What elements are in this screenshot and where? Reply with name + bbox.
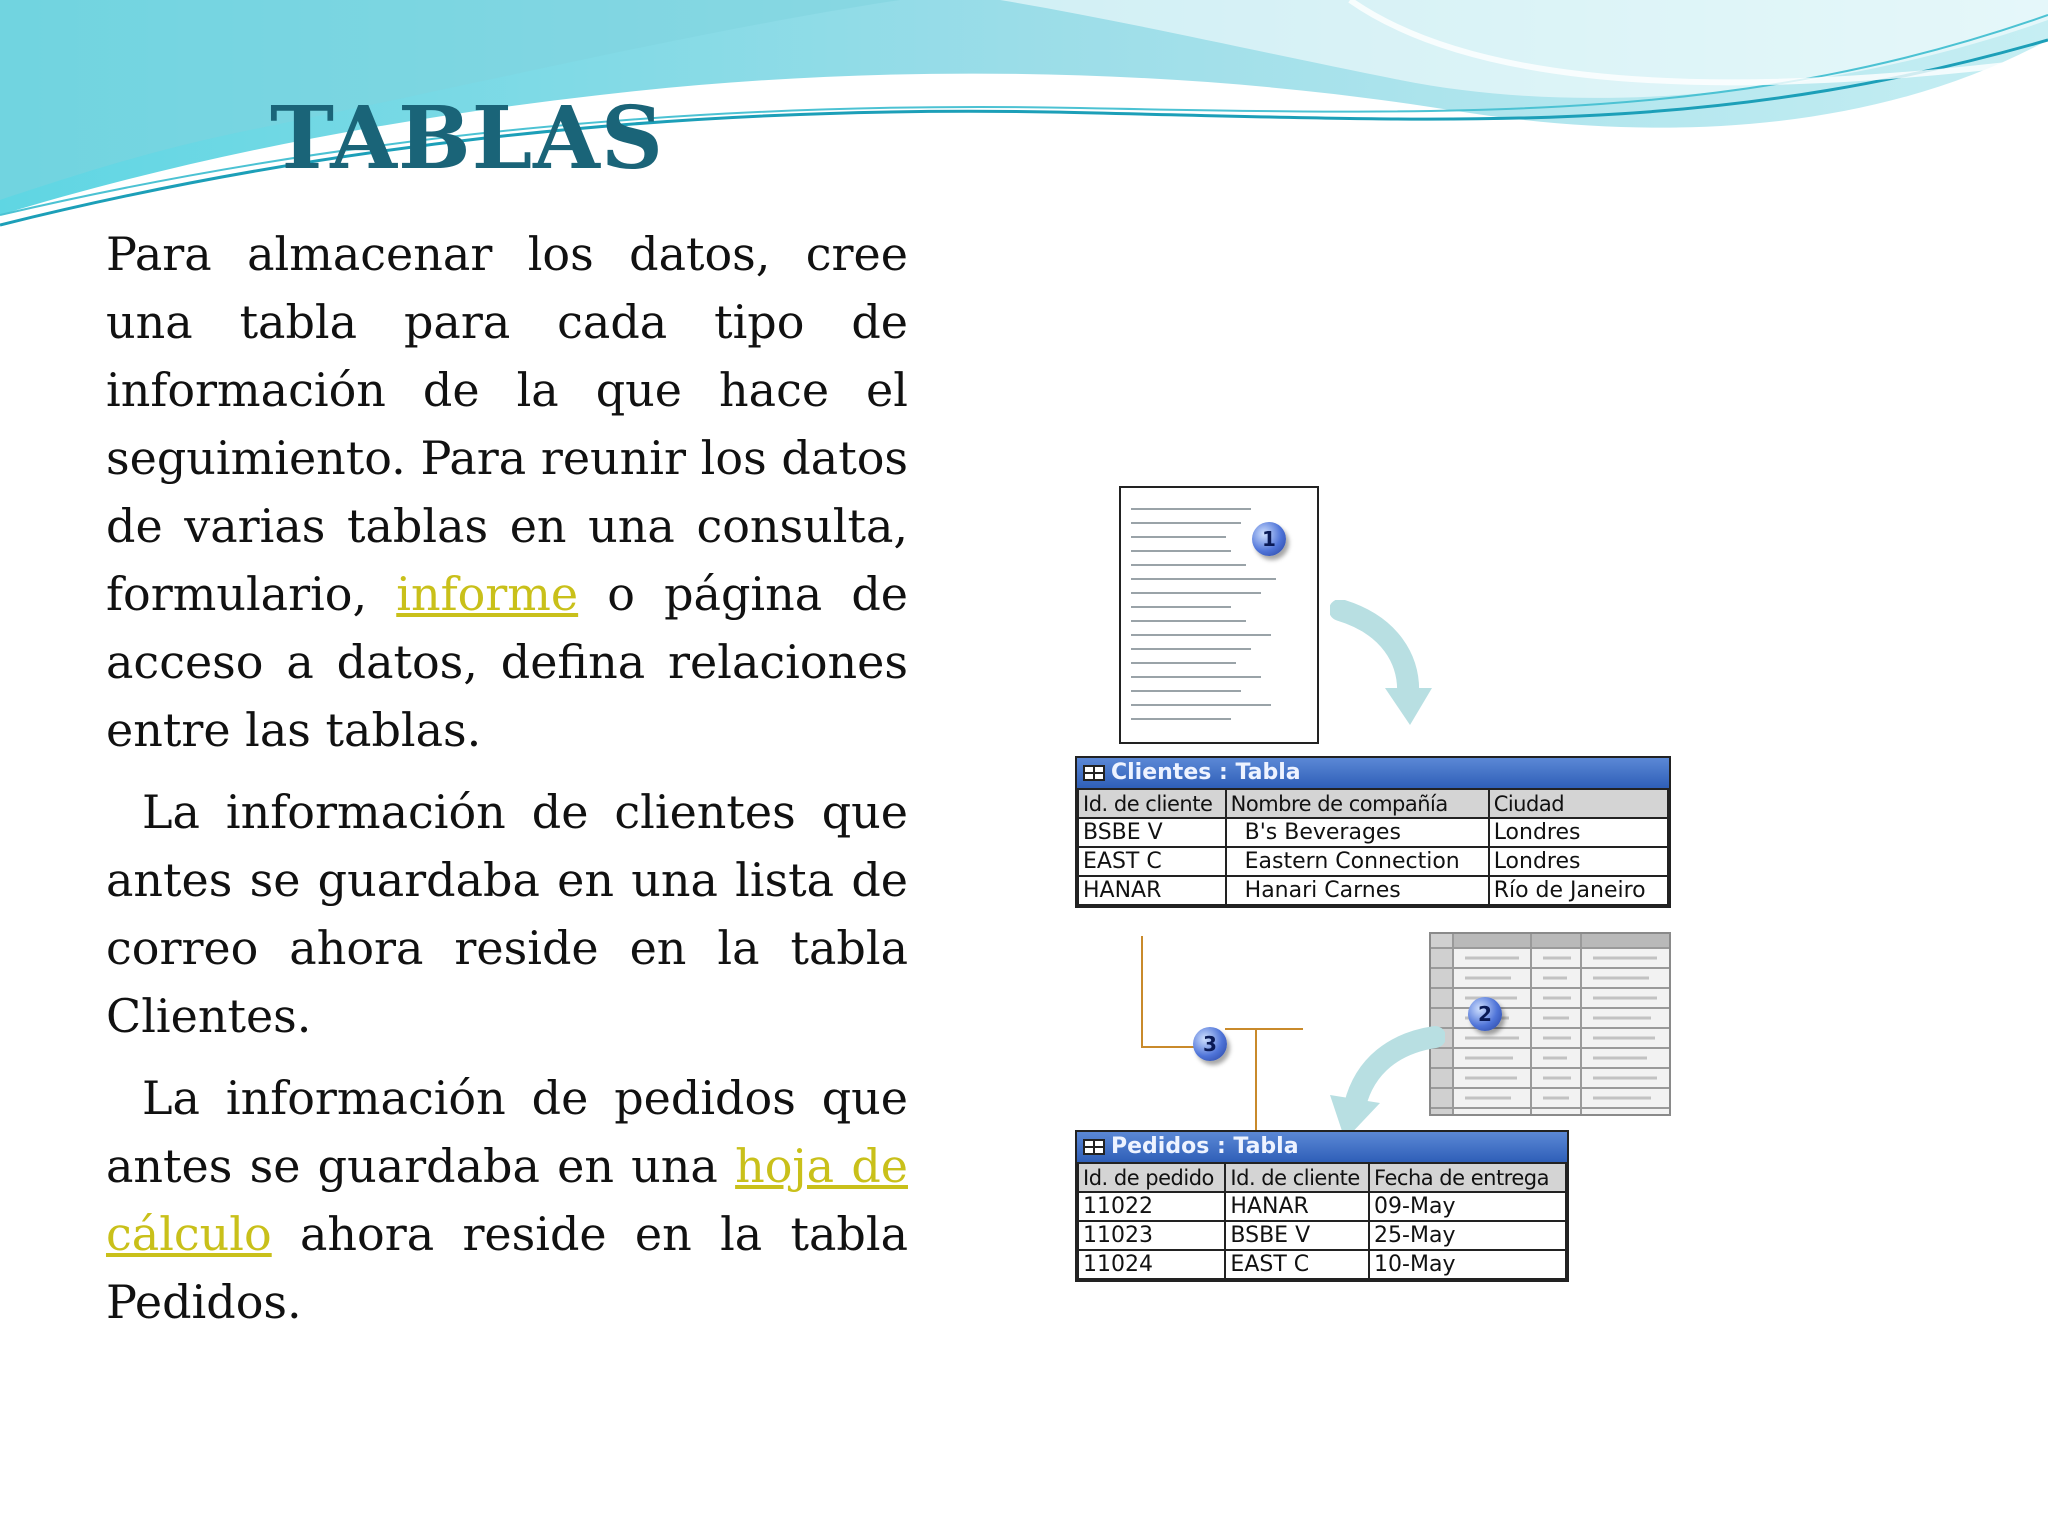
table-cell: HANAR bbox=[1078, 876, 1226, 905]
table-row bbox=[1078, 818, 1668, 847]
column-header: Id. de pedido bbox=[1078, 1163, 1225, 1192]
table-cell: 11022 bbox=[1078, 1192, 1225, 1221]
document-list-icon bbox=[1119, 486, 1319, 744]
slide-title: TABLAS bbox=[270, 88, 665, 189]
table-cell: EAST C bbox=[1225, 1250, 1369, 1279]
pedidos-table-title: Pedidos : Tabla bbox=[1111, 1134, 1299, 1159]
body-text bbox=[106, 220, 908, 1350]
column-header: Id. de cliente bbox=[1078, 789, 1226, 818]
table-cell: 09-May bbox=[1369, 1192, 1566, 1221]
step-2-badge: 2 bbox=[1468, 997, 1502, 1031]
pedidos-grid bbox=[1077, 1162, 1567, 1280]
table-row bbox=[1078, 847, 1668, 876]
paragraph-3-text-after: ahora reside en la tabla Pedidos. bbox=[106, 1207, 908, 1329]
pedidos-header-row bbox=[1078, 1163, 1566, 1192]
column-header: Fecha de entrega bbox=[1369, 1163, 1566, 1192]
table-cell: 10-May bbox=[1369, 1250, 1566, 1279]
paragraph-2: La información de clientes que antes se guardaba en una lista de correo ahora reside en la tabla Clientes. bbox=[106, 785, 908, 1043]
relationship-line bbox=[1141, 936, 1143, 1046]
table-cell: B's Beverages bbox=[1226, 818, 1489, 847]
table-row bbox=[1078, 1250, 1566, 1279]
table-cell: 11024 bbox=[1078, 1250, 1225, 1279]
pedidos-table-title-bar bbox=[1077, 1132, 1567, 1162]
table-cell: EAST C bbox=[1078, 847, 1226, 876]
table-cell: HANAR bbox=[1225, 1192, 1369, 1221]
paragraph-3-text-before: La información de pedidos que antes se guardaba en una bbox=[106, 1071, 908, 1193]
hoja-de-calculo-link[interactable]: hoja de cálculo bbox=[106, 1139, 908, 1261]
tables-diagram bbox=[1075, 480, 1675, 1295]
table-cell: Hanari Carnes bbox=[1226, 876, 1489, 905]
paragraph-1 bbox=[106, 220, 908, 764]
column-header: Nombre de compañía bbox=[1226, 789, 1489, 818]
column-header: Ciudad bbox=[1489, 789, 1668, 818]
table-cell: Eastern Connection bbox=[1226, 847, 1489, 876]
relationship-line bbox=[1255, 1028, 1257, 1132]
table-cell: Río de Janeiro bbox=[1489, 876, 1668, 905]
table-icon bbox=[1083, 1139, 1105, 1155]
relationship-line bbox=[1225, 1028, 1303, 1030]
clientes-table-title-bar bbox=[1077, 758, 1669, 788]
table-cell: BSBE V bbox=[1225, 1221, 1369, 1250]
column-header: Id. de cliente bbox=[1225, 1163, 1369, 1192]
paragraph-1-text-after: o página de acceso a datos, defina relaciones entre las tablas. bbox=[106, 567, 908, 757]
paragraph-3 bbox=[106, 1064, 908, 1336]
table-row bbox=[1078, 1192, 1566, 1221]
table-row bbox=[1078, 876, 1668, 905]
pedidos-table bbox=[1075, 1130, 1569, 1282]
step-3-badge: 3 bbox=[1193, 1027, 1227, 1061]
spreadsheet-icon bbox=[1429, 932, 1671, 1116]
clientes-grid bbox=[1077, 788, 1669, 906]
clientes-header-row bbox=[1078, 789, 1668, 818]
table-icon bbox=[1083, 765, 1105, 781]
paragraph-1-text-before: Para almacenar los datos, cree una tabla para cada tipo de información de la que hace el seguimiento. Para reunir los datos de varias tablas en una consulta, formulario, bbox=[106, 227, 908, 621]
table-cell: 11023 bbox=[1078, 1221, 1225, 1250]
table-cell: BSBE V bbox=[1078, 818, 1226, 847]
table-row bbox=[1078, 1221, 1566, 1250]
arrow-left-icon bbox=[1315, 1025, 1445, 1145]
clientes-table bbox=[1075, 756, 1671, 908]
table-cell: 25-May bbox=[1369, 1221, 1566, 1250]
clientes-table-title: Clientes : Tabla bbox=[1111, 760, 1301, 785]
relationship-line bbox=[1141, 1046, 1195, 1048]
step-1-badge: 1 bbox=[1252, 522, 1286, 556]
table-cell: Londres bbox=[1489, 818, 1668, 847]
table-cell: Londres bbox=[1489, 847, 1668, 876]
informe-link[interactable]: informe bbox=[396, 567, 579, 621]
arrow-down-icon bbox=[1330, 600, 1440, 730]
